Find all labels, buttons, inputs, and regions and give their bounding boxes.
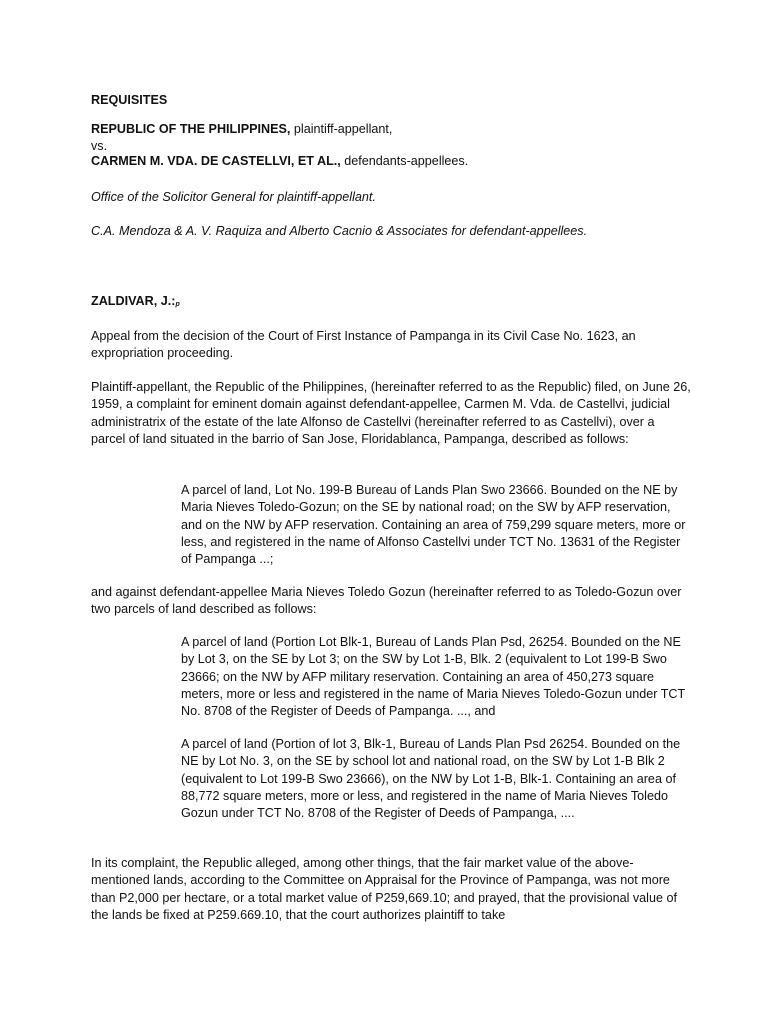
defendant-name: CARMEN M. VDA. DE CASTELLVI, ET AL., (91, 154, 341, 168)
section-heading: REQUISITES (91, 93, 168, 107)
defendant-role: defendants-appellees. (340, 154, 469, 168)
plaintiff-counsel: Office of the Solicitor General for plaintiff-appellant. (91, 190, 376, 204)
paragraph-toledo-gozun: and against defendant-appellee Maria Nieves Toledo Gozun (hereinafter referred to as Toledo-Gozun over two parcels of land described as follows: (91, 585, 682, 617)
plaintiff-name: REPUBLIC OF THE PHILIPPINES, (91, 122, 291, 136)
justice-line (91, 293, 691, 313)
paragraph-complaint: Plaintiff-appellant, the Republic of the Philippines, (hereinafter referred to as the Republic) filed, on June 26, 1959, a complaint for eminent domain against defendant-appellee, Carmen M. Vda. de Castellvi, judicial administratrix of the estate of the late Alfonso de Castellvi (hereinafter referred to as Castellvi), over a parcel of land situated in the barrio of San Jose, Floridablanca, Pampanga, described as follows: (91, 380, 691, 446)
plaintiff-line (91, 121, 691, 138)
quote-lot-199b: A parcel of land, Lot No. 199-B Bureau of Lands Plan Swo 23666. Bounded on the NE by Maria Nieves Toledo-Gozun; on the SE by national road; on the SW by AFP reservation, and on the NW by AFP reservation. Containing an area of 759,299 square meters, more or less, and registered in the name of Alfonso Castellvi under TCT No. 13631 of the Register of Pampanga ...; (181, 483, 686, 567)
defendant-line (91, 153, 691, 170)
quote-lot-blk1: A parcel of land (Portion Lot Blk-1, Bureau of Lands Plan Psd, 26254. Bounded on the NE by Lot 3, on the SE by Lot 3; on the SW by Lot 1-B, Blk. 2 (equivalent to Lot 199-B Swo 23666; on the NW by AFP military reservation. Containing an area of 450,273 square meters, more or less and registered in the name of Maria Nieves Toledo-Gozun under TCT No. 8708 of the Register of Deeds of Pampanga. ..., and (181, 635, 685, 719)
plaintiff-role: plaintiff-appellant, (290, 122, 393, 136)
paragraph-mark: p (175, 301, 180, 308)
justice-name: ZALDIVAR, J.: (91, 294, 176, 308)
paragraph-appeal: Appeal from the decision of the Court of First Instance of Pampanga in its Civil Case No. 1623, an expropriation proceeding. (91, 329, 636, 361)
defendant-counsel: C.A. Mendoza & A. V. Raquiza and Alberto Cacnio & Associates for defendant-appellees. (91, 224, 588, 238)
quote-lot-3: A parcel of land (Portion of lot 3, Blk-1, Bureau of Lands Plan Psd 26254. Bounded on the NE by Lot No. 3, on the SE by school lot and national road, on the SW by Lot 1-B Blk 2 (equivalent to Lot 199-B Swo 23666), on the NW by Lot 1-B, Blk-1. Containing an area of 88,772 square meters, more or less, and registered in the name of Maria Nieves Toledo Gozun under TCT No. 8708 of the Register of Deeds of Pampanga, .... (181, 737, 681, 821)
versus-text: vs. (91, 139, 108, 153)
paragraph-allegations: In its complaint, the Republic alleged, among other things, that the fair market value of the above-mentioned lands, according to the Committee on Appraisal for the Province of Pampanga, was not more than P2,000 per hectare, or a total market value of P259,669.10; and prayed, that the provisional value of the lands be fixed at P259.669.10, that the court authorizes plaintiff to take (91, 856, 677, 922)
